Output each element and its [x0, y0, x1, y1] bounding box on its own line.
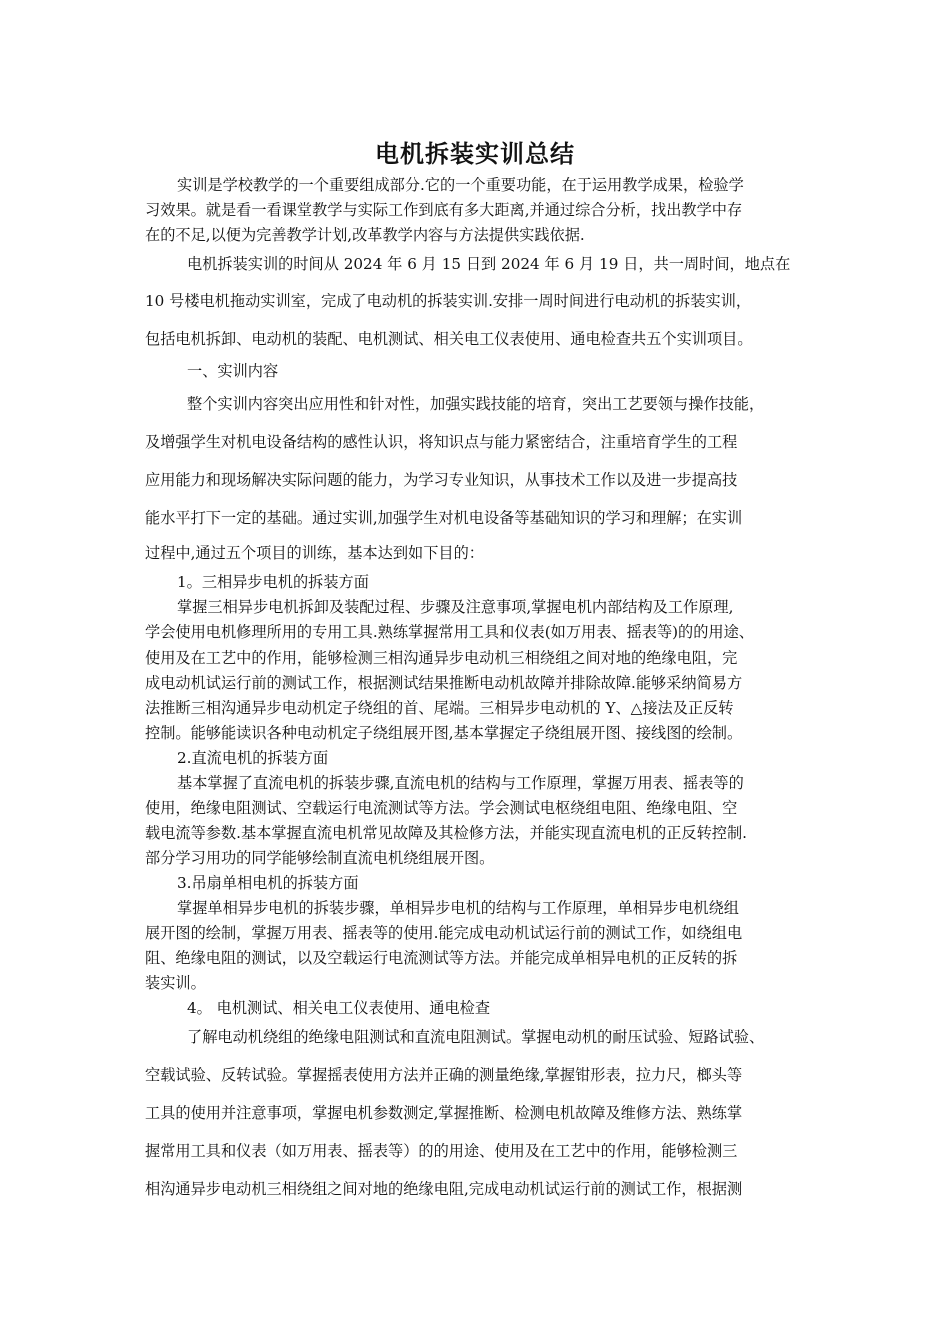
paragraph-line: 学会使用电机修理所用的专用工具.熟练掌握常用工具和仪表(如万用表、摇表等)的的用途、: [145, 623, 754, 641]
paragraph-line: 握常用工具和仪表（如万用表、摇表等）的的用途、使用及在工艺中的作用，能够检测三: [145, 1142, 738, 1160]
paragraph-line: 装实训。: [145, 974, 206, 992]
paragraph-line: 在的不足,以便为完善教学计划,改革教学内容与方法提供实践依据.: [145, 226, 585, 244]
paragraph-line: 及增强学生对机电设备结构的感性认识，将知识点与能力紧密结合，注重培育学生的工程: [145, 433, 738, 451]
paragraph-line: 掌握单相异步电机的拆装步骤，单相异步电机的结构与工作原理，单相异步电机绕组: [177, 899, 739, 917]
paragraph-line: 能水平打下一定的基础。通过实训,加强学生对机电设备等基础知识的学习和理解；在实训: [145, 509, 743, 527]
paragraph-line: 展开图的绘制，掌握万用表、摇表等的使用.能完成电动机试运行前的测试工作，如绕组电: [145, 924, 743, 942]
paragraph-line: 法推断三相沟通异步电动机定子绕组的首、尾端。三相异步电动机的 Y、△接法及正反转: [145, 699, 734, 717]
paragraph-line: 基本掌握了直流电机的拆装步骤,直流电机的结构与工作原理，掌握万用表、摇表等的: [177, 774, 744, 792]
paragraph-line: 相沟通异步电动机三相绕组之间对地的绝缘电阻,完成电动机试运行前的测试工作，根据测: [145, 1180, 743, 1198]
paragraph-line: 整个实训内容突出应用性和针对性，加强实践技能的培育，突出工艺要领与操作技能，: [187, 395, 765, 413]
paragraph-line: 部分学习用功的同学能够绘制直流电机绕组展开图。: [145, 849, 495, 867]
paragraph-line: 空载试验、反转试验。掌握摇表使用方法并正确的测量绝缘,掌握钳形表，拉力尺，榔头等: [145, 1066, 743, 1084]
paragraph-line: 载电流等参数.基本掌握直流电机常见故障及其检修方法，并能实现直流电机的正反转控制.: [145, 824, 747, 842]
paragraph-line: 电机拆装实训的时间从 2024 年 6 月 15 日到 2024 年 6 月 19 日，共一周时间，地点在: [187, 255, 791, 273]
paragraph-line: 过程中,通过五个项目的训练，基本达到如下目的：: [145, 544, 484, 562]
paragraph-line: 控制。能够能读识各种电动机定子绕组展开图,基本掌握定子绕组展开图、接线图的绘制。: [145, 724, 743, 742]
paragraph-line: 阻、绝缘电阻的测试，以及空载运行电流测试等方法。并能完成单相异电机的正反转的拆: [145, 949, 738, 967]
section-heading: 一、实训内容: [187, 362, 279, 380]
document-title: 电机拆装实训总结: [375, 140, 575, 168]
subsection-heading: 2.直流电机的拆装方面: [177, 749, 329, 767]
subsection-heading: 3.吊扇单相电机的拆装方面: [177, 874, 359, 892]
paragraph-line: 实训是学校教学的一个重要组成部分.它的一个重要功能，在于运用教学成果，检验学: [177, 176, 744, 194]
subsection-heading: 1。三相异步电机的拆装方面: [177, 573, 369, 591]
paragraph-line: 习效果。就是看一看课堂教学与实际工作到底有多大距离,并通过综合分析，找出教学中存: [145, 201, 743, 219]
paragraph-line: 10 号楼电机拖动实训室，完成了电动机的拆装实训.安排一周时间进行电动机的拆装实训，: [145, 292, 752, 310]
paragraph-line: 使用，绝缘电阻测试、空载运行电流测试等方法。学会测试电枢绕组电阻、绝缘电阻、空: [145, 799, 738, 817]
paragraph-line: 应用能力和现场解决实际问题的能力，为学习专业知识，从事技术工作以及进一步提高技: [145, 471, 738, 489]
paragraph-line: 了解电动机绕组的绝缘电阻测试和直流电阻测试。掌握电动机的耐压试验、短路试验、: [187, 1028, 765, 1046]
paragraph-line: 成电动机试运行前的测试工作，根据测试结果推断电动机故障并排除故障.能够采纳简易方: [145, 674, 743, 692]
subsection-heading: 4。 电机测试、相关电工仪表使用、通电检查: [187, 999, 491, 1017]
paragraph-line: 包括电机拆卸、电动机的装配、电机测试、相关电工仪表使用、通电检查共五个实训项目。: [145, 330, 753, 348]
paragraph-line: 掌握三相异步电机拆卸及装配过程、步骤及注意事项,掌握电机内部结构及工作原理,: [177, 598, 734, 616]
paragraph-line: 使用及在工艺中的作用，能够检测三相沟通异步电动机三相绕组之间对地的绝缘电阻，完: [145, 649, 738, 667]
paragraph-line: 工具的使用并注意事项，掌握电机参数测定,掌握推断、检测电机故障及维修方法、熟练掌: [145, 1104, 743, 1122]
